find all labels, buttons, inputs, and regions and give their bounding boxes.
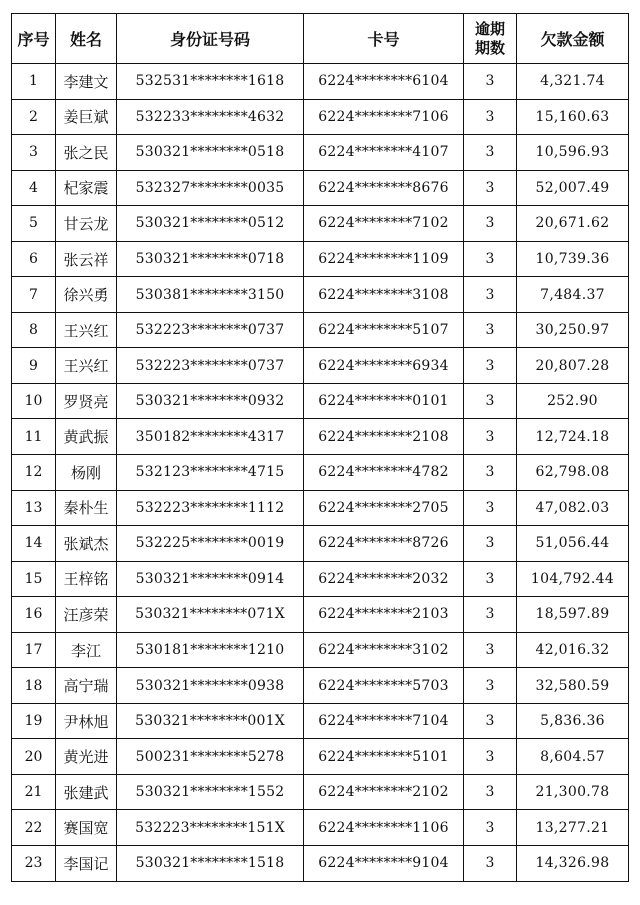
header-amount: 欠款金额 — [517, 14, 629, 64]
cell-amount: 20,807.28 — [517, 348, 629, 384]
cell-card-number: 6224********6934 — [304, 348, 464, 384]
table-row — [12, 455, 629, 491]
cell-overdue-periods: 3 — [464, 739, 517, 775]
cell-card-number: 6224********5101 — [304, 739, 464, 775]
cell-name: 高宁瑞 — [56, 668, 117, 704]
header-overdue-line2: 期数 — [474, 38, 505, 57]
cell-overdue-periods: 3 — [464, 312, 517, 348]
cell-amount: 4,321.74 — [517, 64, 629, 100]
cell-overdue-periods: 3 — [464, 703, 517, 739]
cell-amount: 7,484.37 — [517, 277, 629, 313]
cell-card-number: 6224********1106 — [304, 810, 464, 846]
cell-name: 甘云龙 — [56, 206, 117, 242]
cell-amount: 62,798.08 — [517, 455, 629, 491]
cell-name: 徐兴勇 — [56, 277, 117, 313]
cell-overdue-periods: 3 — [464, 774, 517, 810]
cell-card-number: 6224********8676 — [304, 170, 464, 206]
table-row — [12, 774, 629, 810]
cell-overdue-periods: 3 — [464, 348, 517, 384]
table-row — [12, 99, 629, 135]
cell-seq: 14 — [12, 526, 56, 562]
table-row — [12, 135, 629, 171]
cell-card-number: 6224********7106 — [304, 99, 464, 135]
cell-seq: 13 — [12, 490, 56, 526]
cell-id-number: 532531********1618 — [117, 64, 304, 100]
cell-seq: 20 — [12, 739, 56, 775]
cell-card-number: 6224********5703 — [304, 668, 464, 704]
cell-name: 李建文 — [56, 64, 117, 100]
cell-seq: 18 — [12, 668, 56, 704]
cell-id-number: 530321********0718 — [117, 241, 304, 277]
cell-amount: 30,250.97 — [517, 312, 629, 348]
cell-seq: 6 — [12, 241, 56, 277]
overdue-debt-table — [11, 13, 629, 882]
table-row — [12, 490, 629, 526]
cell-name: 张之民 — [56, 135, 117, 171]
cell-amount: 13,277.21 — [517, 810, 629, 846]
cell-card-number: 6224********1109 — [304, 241, 464, 277]
cell-card-number: 6224********7104 — [304, 703, 464, 739]
cell-amount: 12,724.18 — [517, 419, 629, 455]
cell-card-number: 6224********3108 — [304, 277, 464, 313]
cell-id-number: 350182********4317 — [117, 419, 304, 455]
cell-name: 王梓铭 — [56, 561, 117, 597]
cell-amount: 10,596.93 — [517, 135, 629, 171]
cell-overdue-periods: 3 — [464, 455, 517, 491]
overdue-debt-sheet — [11, 13, 628, 882]
table-header-row — [12, 14, 629, 64]
cell-id-number: 530321********071X — [117, 597, 304, 633]
cell-overdue-periods: 3 — [464, 632, 517, 668]
cell-amount: 47,082.03 — [517, 490, 629, 526]
cell-card-number: 6224********8726 — [304, 526, 464, 562]
cell-overdue-periods: 3 — [464, 64, 517, 100]
cell-card-number: 6224********6104 — [304, 64, 464, 100]
header-name: 姓名 — [56, 14, 117, 64]
cell-name: 秦朴生 — [56, 490, 117, 526]
cell-id-number: 532327********0035 — [117, 170, 304, 206]
cell-card-number: 6224********2102 — [304, 774, 464, 810]
cell-seq: 23 — [12, 846, 56, 882]
cell-name: 黄武振 — [56, 419, 117, 455]
cell-id-number: 532223********0737 — [117, 312, 304, 348]
cell-id-number: 532223********0737 — [117, 348, 304, 384]
cell-overdue-periods: 3 — [464, 206, 517, 242]
cell-card-number: 6224********2032 — [304, 561, 464, 597]
table-row — [12, 703, 629, 739]
cell-seq: 16 — [12, 597, 56, 633]
cell-overdue-periods: 3 — [464, 383, 517, 419]
cell-amount: 10,739.36 — [517, 241, 629, 277]
cell-id-number: 532123********4715 — [117, 455, 304, 491]
cell-overdue-periods: 3 — [464, 846, 517, 882]
cell-amount: 14,326.98 — [517, 846, 629, 882]
cell-card-number: 6224********3102 — [304, 632, 464, 668]
table-row — [12, 668, 629, 704]
cell-overdue-periods: 3 — [464, 490, 517, 526]
cell-id-number: 530321********0938 — [117, 668, 304, 704]
cell-name: 姜巨斌 — [56, 99, 117, 135]
cell-amount: 52,007.49 — [517, 170, 629, 206]
cell-name: 张云祥 — [56, 241, 117, 277]
header-id-number: 身份证号码 — [117, 14, 304, 64]
cell-id-number: 532223********151X — [117, 810, 304, 846]
table-row — [12, 561, 629, 597]
cell-seq: 9 — [12, 348, 56, 384]
cell-overdue-periods: 3 — [464, 277, 517, 313]
cell-seq: 7 — [12, 277, 56, 313]
table-row — [12, 241, 629, 277]
table-row — [12, 597, 629, 633]
header-card-number: 卡号 — [304, 14, 464, 64]
cell-amount: 15,160.63 — [517, 99, 629, 135]
cell-card-number: 6224********5107 — [304, 312, 464, 348]
cell-id-number: 530321********0914 — [117, 561, 304, 597]
header-overdue-periods — [464, 14, 517, 64]
cell-card-number: 6224********0101 — [304, 383, 464, 419]
cell-amount: 18,597.89 — [517, 597, 629, 633]
cell-id-number: 532223********1112 — [117, 490, 304, 526]
cell-seq: 15 — [12, 561, 56, 597]
table-row — [12, 383, 629, 419]
cell-overdue-periods: 3 — [464, 810, 517, 846]
cell-seq: 4 — [12, 170, 56, 206]
cell-card-number: 6224********2705 — [304, 490, 464, 526]
table-row — [12, 312, 629, 348]
table-body — [12, 64, 629, 882]
cell-overdue-periods: 3 — [464, 170, 517, 206]
cell-card-number: 6224********4107 — [304, 135, 464, 171]
cell-name: 张建武 — [56, 774, 117, 810]
table-row — [12, 632, 629, 668]
header-overdue-line1: 逾期 — [474, 19, 505, 38]
cell-id-number: 500231********5278 — [117, 739, 304, 775]
cell-id-number: 530321********1552 — [117, 774, 304, 810]
table-row — [12, 206, 629, 242]
cell-seq: 19 — [12, 703, 56, 739]
cell-seq: 12 — [12, 455, 56, 491]
table-row — [12, 277, 629, 313]
cell-overdue-periods: 3 — [464, 597, 517, 633]
cell-id-number: 530381********3150 — [117, 277, 304, 313]
cell-seq: 1 — [12, 64, 56, 100]
cell-name: 李国记 — [56, 846, 117, 882]
cell-id-number: 530321********001X — [117, 703, 304, 739]
cell-amount: 20,671.62 — [517, 206, 629, 242]
header-seq: 序号 — [12, 14, 56, 64]
cell-id-number: 530321********1518 — [117, 846, 304, 882]
cell-seq: 21 — [12, 774, 56, 810]
cell-name: 杨刚 — [56, 455, 117, 491]
cell-overdue-periods: 3 — [464, 135, 517, 171]
cell-id-number: 530321********0932 — [117, 383, 304, 419]
cell-seq: 8 — [12, 312, 56, 348]
cell-seq: 22 — [12, 810, 56, 846]
cell-amount: 252.90 — [517, 383, 629, 419]
cell-card-number: 6224********2103 — [304, 597, 464, 633]
cell-seq: 5 — [12, 206, 56, 242]
cell-amount: 51,056.44 — [517, 526, 629, 562]
table-row — [12, 739, 629, 775]
cell-id-number: 532233********4632 — [117, 99, 304, 135]
table-row — [12, 810, 629, 846]
cell-seq: 17 — [12, 632, 56, 668]
cell-card-number: 6224********9104 — [304, 846, 464, 882]
table-row — [12, 526, 629, 562]
cell-name: 李江 — [56, 632, 117, 668]
cell-name: 张斌杰 — [56, 526, 117, 562]
table-row — [12, 348, 629, 384]
cell-seq: 3 — [12, 135, 56, 171]
cell-name: 赛国宽 — [56, 810, 117, 846]
cell-overdue-periods: 3 — [464, 241, 517, 277]
table-row — [12, 64, 629, 100]
cell-name: 王兴红 — [56, 312, 117, 348]
cell-amount: 21,300.78 — [517, 774, 629, 810]
cell-seq: 2 — [12, 99, 56, 135]
cell-id-number: 530321********0518 — [117, 135, 304, 171]
cell-amount: 5,836.36 — [517, 703, 629, 739]
table-row — [12, 419, 629, 455]
table-row — [12, 170, 629, 206]
cell-overdue-periods: 3 — [464, 526, 517, 562]
cell-card-number: 6224********7102 — [304, 206, 464, 242]
cell-name: 王兴红 — [56, 348, 117, 384]
cell-id-number: 530181********1210 — [117, 632, 304, 668]
cell-card-number: 6224********2108 — [304, 419, 464, 455]
cell-overdue-periods: 3 — [464, 668, 517, 704]
cell-seq: 11 — [12, 419, 56, 455]
cell-overdue-periods: 3 — [464, 419, 517, 455]
cell-name: 罗贤亮 — [56, 383, 117, 419]
cell-id-number: 532225********0019 — [117, 526, 304, 562]
cell-card-number: 6224********4782 — [304, 455, 464, 491]
table-row — [12, 846, 629, 882]
cell-id-number: 530321********0512 — [117, 206, 304, 242]
cell-name: 黄光进 — [56, 739, 117, 775]
cell-amount: 42,016.32 — [517, 632, 629, 668]
cell-name: 尹林旭 — [56, 703, 117, 739]
cell-overdue-periods: 3 — [464, 99, 517, 135]
cell-name: 汪彦荣 — [56, 597, 117, 633]
cell-amount: 8,604.57 — [517, 739, 629, 775]
cell-amount: 104,792.44 — [517, 561, 629, 597]
cell-name: 杞家震 — [56, 170, 117, 206]
cell-seq: 10 — [12, 383, 56, 419]
cell-overdue-periods: 3 — [464, 561, 517, 597]
cell-amount: 32,580.59 — [517, 668, 629, 704]
